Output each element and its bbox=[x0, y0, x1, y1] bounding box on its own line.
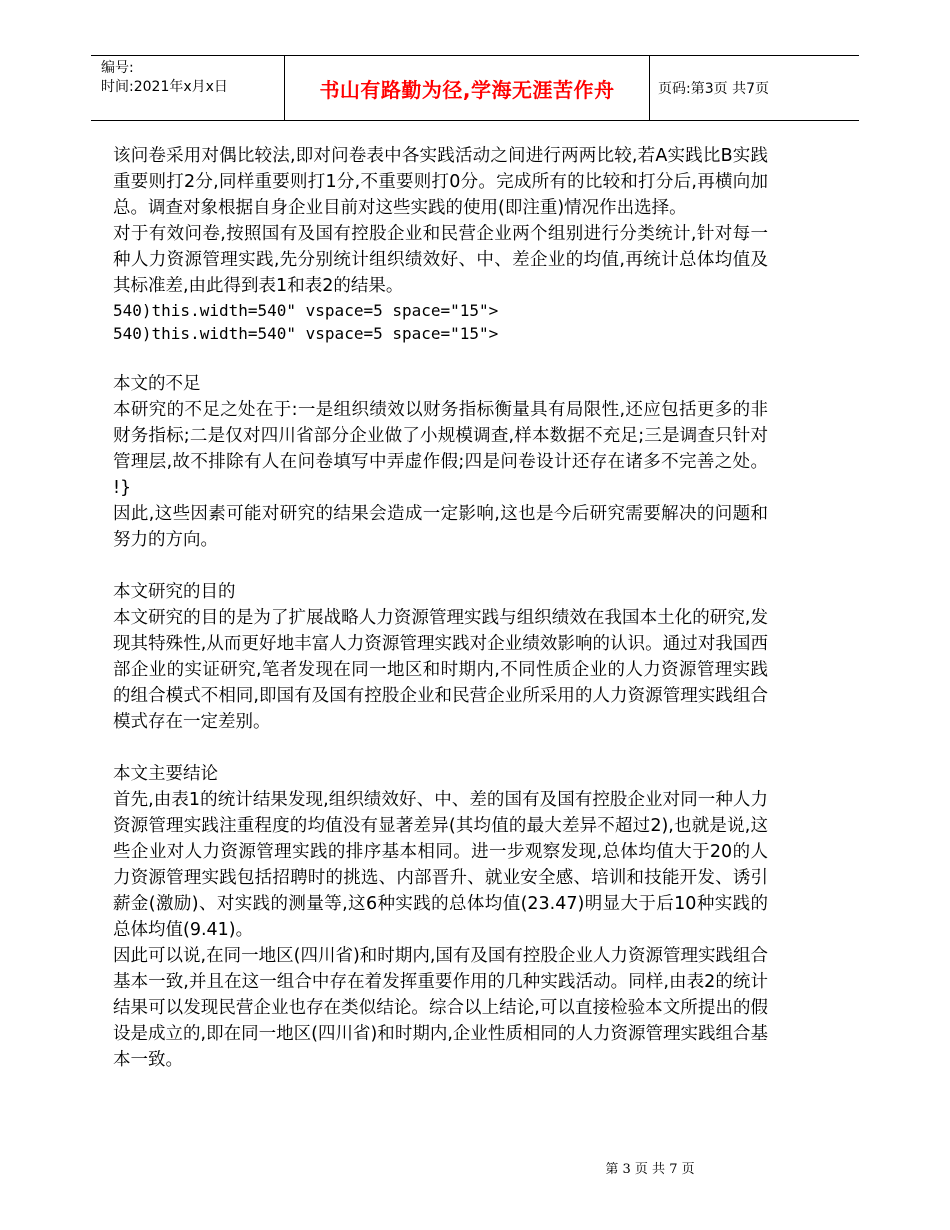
page-footer: 第 3 页 共 7 页 bbox=[605, 1162, 695, 1177]
document-time: 时间:2021年x月x日 bbox=[101, 79, 228, 95]
header-motto: 书山有路勤为径,学海无涯苦作舟 bbox=[319, 77, 615, 102]
paragraph: 本研究的不足之处在于:一是组织绩效以财务指标衡量具有局限性,还应包括更多的非财务指标;二是仅对四川省部分企业做了小规模调查,样本数据不充足;三是调查只针对管理层,故不排除有人在问卷填写中弄虚作假;四是问卷设计还存在诸多不完善之处。 !} bbox=[113, 400, 785, 498]
header-page-info: 页码:第3页 共7页 bbox=[658, 81, 769, 97]
code-line: 540)this.width=540" vspace=5 space="15"> bbox=[113, 301, 499, 320]
document-number-label: 编号: bbox=[101, 60, 134, 76]
section-heading: 本文的不足 bbox=[113, 374, 201, 394]
section-heading: 本文研究的目的 bbox=[113, 582, 236, 602]
document-body bbox=[113, 143, 785, 1073]
paragraph: 本文研究的目的是为了扩展战略人力资源管理实践与组织绩效在我国本土化的研究,发现其特殊性,从而更好地丰富人力资源管理实践对企业绩效影响的认识。通过对我国西部企业的实证研究,笔者发现在同一地区和时期内,不同性质企业的人力资源管理实践的组合模式不相同,即国有及国有控股企业和民营企业所采用的人力资源管理实践组合模式存在一定差别。 bbox=[113, 608, 768, 732]
code-line: 540)this.width=540" vspace=5 space="15"> bbox=[113, 324, 499, 343]
header-meta bbox=[101, 59, 228, 97]
paragraph: 首先,由表1的统计结果发现,组织绩效好、中、差的国有及国有控股企业对同一种人力资源管理实践注重程度的均值没有显著差异(其均值的最大差异不超过2),也就是说,这些企业对人力资源管理实践的排序基本相同。进一步观察发现,总体均值大于20的人力资源管理实践包括招聘时的挑选、内部晋升、就业安全感、培训和技能开发、诱引薪金(激励)、对实践的测量等,这6种实践的总体均值(23.47)明显大于后10种实践的总体均值(9.41)。 bbox=[113, 790, 768, 940]
paragraph: 对于有效问卷,按照国有及国有控股企业和民营企业两个组别进行分类统计,针对每一种人力资源管理实践,先分别统计组织绩效好、中、差企业的均值,再统计总体均值及其标准差,由此得到表1和表2的结果。 bbox=[113, 224, 768, 296]
paragraph: 因此,这些因素可能对研究的结果会造成一定影响,这也是今后研究需要解决的问题和努力的方向。 bbox=[113, 504, 768, 550]
header-divider bbox=[649, 56, 650, 120]
page-header bbox=[91, 55, 859, 121]
spacer bbox=[113, 345, 768, 371]
spacer bbox=[113, 553, 768, 579]
paragraph: 该问卷采用对偶比较法,即对问卷表中各实践活动之间进行两两比较,若A实践比B实践重要则打2分,同样重要则打1分,不重要则打0分。完成所有的比较和打分后,再横向加总。调查对象根据自身企业目前对这些实践的使用(即注重)情况作出选择。 bbox=[113, 146, 768, 218]
spacer bbox=[113, 735, 768, 761]
section-heading: 本文主要结论 bbox=[113, 764, 218, 784]
paragraph: 因此可以说,在同一地区(四川省)和时期内,国有及国有控股企业人力资源管理实践组合基本一致,并且在这一组合中存在着发挥重要作用的几种实践活动。同样,由表2的统计结果可以发现民营企业也存在类似结论。综合以上结论,可以直接检验本文所提出的假设是成立的,即在同一地区(四川省)和时期内,企业性质相同的人力资源管理实践组合基本一致。 bbox=[113, 946, 768, 1070]
